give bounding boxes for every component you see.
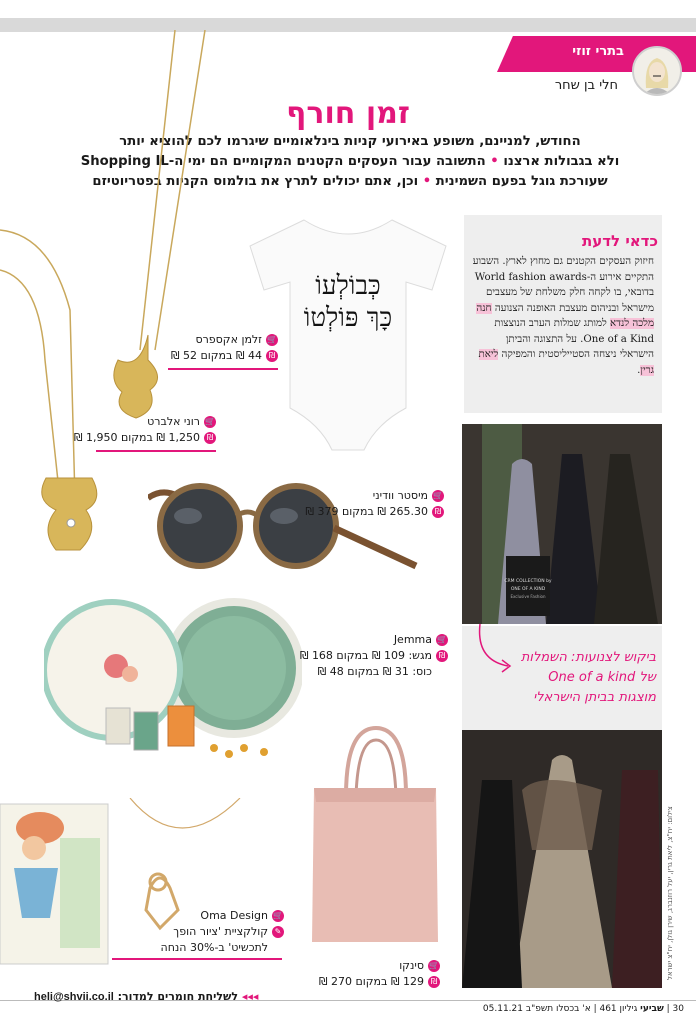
product-name: מיסטר וודיני xyxy=(372,489,428,502)
section-label: בתרי זוזי xyxy=(572,44,624,59)
author-avatar xyxy=(632,46,682,96)
photo-credit: צילום: יח"צ, ליאת גרין, יעל רוזנברג, שירן גולן, יח"צ ישראל xyxy=(666,806,674,980)
divider xyxy=(96,450,216,452)
product-mister xyxy=(305,488,444,520)
price-icon: ₪ xyxy=(204,432,216,444)
product-oma xyxy=(161,908,284,956)
photo-badge-line-1: CRM COLLECTION by xyxy=(504,579,552,584)
cart-icon: 🛒 xyxy=(273,911,283,920)
photo-badge-line-2: ONE OF A KIND xyxy=(510,587,546,592)
bullet-icon: • xyxy=(490,154,499,169)
sidebar-text-3: . xyxy=(637,364,641,376)
caption-line-2: של One of a kind xyxy=(548,670,656,685)
sidebar-text-2: למותג שמלות הערב הנוצצות One of a Kind. על התצוגה והביתן הישראלי ניצחה הסטייליסטית והמפיקה xyxy=(494,318,654,360)
info-icon: ✎ xyxy=(272,926,284,938)
fashion-photo-1 xyxy=(462,424,662,624)
page-number: 30 xyxy=(672,1004,684,1014)
author-portrait-icon xyxy=(634,48,680,94)
hebrew-date: א' בכסלו תשפ"ב xyxy=(525,1004,591,1014)
lead-line-1: החודש, למניינם, משופע באירועי קניות בינלאומיים שיגרמו לכם להוציא יותר xyxy=(119,134,581,149)
price-icon: ₪ xyxy=(428,976,440,988)
price-icon: ₪ xyxy=(432,506,444,518)
author-name: חלי בן שחר xyxy=(554,78,618,93)
sidebar-text xyxy=(472,254,654,378)
contact-email[interactable]: heli@shvii.co.il xyxy=(34,991,114,1003)
lead-line-2a: ולא בגבולות ארצנו xyxy=(503,154,620,169)
cart-icon: 🛒 xyxy=(433,491,443,500)
product-price: 44 ₪ במקום 52 ₪ xyxy=(170,349,262,362)
magazine-name: שביעי xyxy=(640,1004,664,1014)
product-price: 265.30 ₪ במקום 379 ₪ xyxy=(305,505,428,518)
footer-folio: 30 | שביעי גיליון 461 | א' בכסלו תשפ"ב 05.11.21 xyxy=(482,1004,684,1014)
lead-line-3a: שעורכת גוגל בפעם השמינית xyxy=(435,174,608,189)
page-title: זמן חורף xyxy=(286,96,410,131)
photo-caption xyxy=(496,648,656,708)
tote-bag-image xyxy=(308,726,444,944)
product-price-2: כוס: 31 ₪ במקום 48 ₪ xyxy=(317,665,432,678)
cart-icon: 🛒 xyxy=(267,335,277,344)
divider xyxy=(112,958,282,960)
lead-line-2b: התשובה עבור העסקים הקטנים המקומיים הם ימי ה-Shopping IL xyxy=(80,154,486,169)
caption-line-1: ביקוש לצנועות: השמלות xyxy=(520,650,656,665)
cart-icon: 🛒 xyxy=(205,417,215,426)
product-name: זלמן אקספרס xyxy=(195,333,262,346)
issue-number: גיליון 461 xyxy=(599,1004,638,1014)
product-price-1: מגש: 109 ₪ במקום 168 ₪ xyxy=(299,649,432,662)
bullet-icon: • xyxy=(422,174,432,189)
footer-contact xyxy=(34,990,258,1003)
gregorian-date: 05.11.21 xyxy=(482,1004,523,1014)
product-name: Oma Design xyxy=(200,909,268,922)
sidebar-text-1: חיזוק העסקים הקטנים גם מחוץ לארץ. השבוע התקיים אירוע ה-World fashion awards בדובאי, בו לקחה חלק משלחת של מעצבים מישראל ובניהום מעצבת האופנה הצנועה xyxy=(472,256,654,314)
price-icon: ₪ xyxy=(266,350,278,362)
divider xyxy=(168,368,278,370)
product-salman xyxy=(171,332,278,364)
plates-and-cups-image xyxy=(44,598,302,764)
sidebar-highlight-1: חנה מלכה לנדא xyxy=(476,302,654,329)
sidebar-highlight-2: ליאת גרין xyxy=(478,349,654,376)
product-roni xyxy=(74,414,216,446)
product-jemma xyxy=(300,632,448,680)
fashion-photo-2 xyxy=(462,730,662,988)
cart-icon: 🛒 xyxy=(429,961,439,970)
onesie-text-2: כָּךְ פּוֹלְטוֹ xyxy=(303,303,393,333)
sidebar-title: כדאי לדעת xyxy=(581,232,658,250)
product-sinco xyxy=(319,958,440,990)
product-name: Jemma xyxy=(393,633,432,646)
arrows-icon: ◂◂◂ xyxy=(241,990,259,1003)
product-price: 129 ₪ במקום 270 ₪ xyxy=(318,975,424,988)
product-name: סינקו xyxy=(399,959,424,972)
price-icon: ₪ xyxy=(436,650,448,662)
product-name: רוני אלברט xyxy=(147,415,200,428)
onesie-text-1: כְּבוֹלְעוֹ xyxy=(315,271,381,301)
product-desc-2: לתכשיט' ב-30% הנחה xyxy=(160,941,268,954)
contact-label: לשליחת חומרים למדור: xyxy=(117,990,238,1003)
product-price: 1,250 ₪ במקום 1,950 ₪ xyxy=(73,431,200,444)
caption-line-3: מוצגות בביתן הישראלי xyxy=(533,690,656,705)
cart-icon: 🛒 xyxy=(437,635,447,644)
lead-line-3b: וכן, אתם יכולים לתרץ את בולמוס הקניות בפטריוטיזם xyxy=(92,174,419,189)
product-desc-1: קולקציית 'ציור הופך xyxy=(173,925,268,938)
photo-badge-line-3: Exclusive Fashion xyxy=(510,594,546,599)
